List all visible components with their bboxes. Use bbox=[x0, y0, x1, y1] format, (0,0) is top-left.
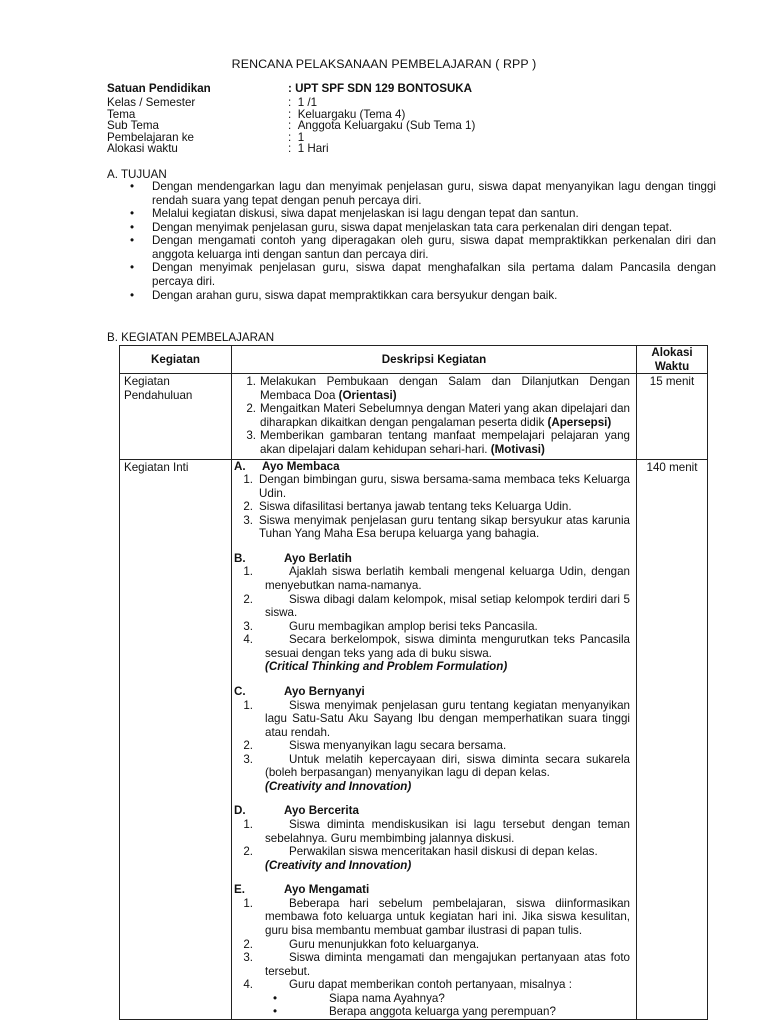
identity-row bbox=[107, 82, 475, 96]
list-item-text: Dengan menyimak penjelasan guru, siswa dapat menghafalkan sila pertama dalam Pancasila dengan percaya diri. bbox=[152, 261, 716, 288]
list-item bbox=[129, 261, 716, 288]
identity-row bbox=[107, 119, 475, 131]
bullet-icon: • bbox=[130, 288, 135, 302]
subsection-heading: Ayo Berlatih bbox=[284, 551, 352, 565]
column-header: Kegiatan bbox=[120, 346, 232, 374]
item-text: Siswa diminta mendiskusikan isi lagu tersebut dengan teman sebelahnya. Guru membimbing jalannya diskusi. bbox=[265, 818, 630, 845]
item-text: Guru membagikan amplop berisi teks Pancasila. bbox=[289, 619, 538, 633]
identity-value: 1 /1 bbox=[297, 96, 318, 109]
item-number: 1. bbox=[243, 818, 253, 831]
section-b-heading: B. KEGIATAN PEMBELAJARAN bbox=[107, 331, 275, 344]
identity-label: Tema bbox=[107, 107, 136, 121]
bullet-icon: • bbox=[130, 207, 135, 221]
list-item bbox=[236, 375, 630, 402]
item-text: Beberapa hari sebelum pembelajaran, siswa diinformasikan membawa foto keluarga untuk kegiatan hari ini. Jika siswa kesulitan, guru bisa membantu membuat gambar ilustrasi di papan tulis. bbox=[265, 896, 630, 937]
identity-sep: : bbox=[288, 107, 292, 121]
item-number: 2. bbox=[243, 845, 253, 859]
item-number: 1. bbox=[243, 896, 253, 910]
list-item-text: Melalui kegiatan diskusi, siwa dapat menjelaskan isi lagu dengan tepat dan santun. bbox=[152, 207, 579, 221]
section-ayo-membaca bbox=[232, 460, 636, 1019]
item-text: Untuk melatih kepercayaan diri, siswa diminta secara sukarela (boleh berpasangan) menyanyikan lagu di depan kelas. bbox=[265, 752, 630, 780]
section-ayo-bercerita bbox=[233, 804, 630, 818]
alokasi-cell: 140 menit bbox=[637, 459, 708, 1019]
list-item-text: Dengan mendengarkan lagu dan menyimak penjelasan guru, siswa dapat menyanyikan lagu dengan tinggi rendah suara yang tepat dengan penuh percaya diri. bbox=[152, 180, 716, 207]
bullet-icon: • bbox=[273, 991, 278, 1005]
subsection-heading: Ayo Mengamati bbox=[284, 883, 370, 897]
subsection-heading: Ayo Bercerita bbox=[284, 804, 359, 818]
item-text: Mengaitkan Materi Sebelumnya dengan Materi yang akan dipelajari dan diharapkan dikaitkan dengan pengalaman peserta didik bbox=[260, 402, 630, 429]
kegiatan-cell: Kegiatan Pendahuluan bbox=[120, 374, 232, 459]
item-text: Siswa menyimak penjelasan guru tentang kegiatan menyanyikan lagu Satu-Satu Aku Sayang Ibu dengan memperhatikan suara tinggi atau rendah. bbox=[265, 698, 630, 739]
question-item bbox=[233, 992, 630, 1006]
kegiatan-cell: Kegiatan Inti bbox=[120, 459, 232, 1019]
subsection-letter: C. bbox=[234, 684, 246, 698]
identity-row bbox=[107, 131, 475, 143]
section-ayo-bernyanyi bbox=[233, 685, 630, 699]
question-text: Berapa anggota keluarga yang perempuan? bbox=[329, 1005, 556, 1019]
item-number: 2. bbox=[243, 937, 253, 951]
deskripsi-cell bbox=[232, 459, 637, 1019]
skill-note: (Critical Thinking and Problem Formulation) bbox=[265, 660, 508, 674]
bullet-icon: • bbox=[130, 220, 135, 234]
item-number: 3. bbox=[243, 619, 253, 633]
item-tag: (Apersepsi) bbox=[547, 415, 612, 429]
item-number: 1. bbox=[243, 698, 253, 712]
column-header: Deskripsi Kegiatan bbox=[232, 346, 637, 374]
item-text: Guru dapat memberikan contoh pertanyaan, misalnya : bbox=[289, 978, 572, 992]
list-item bbox=[129, 207, 716, 221]
item-text: Memberikan gambaran tentang manfaat mempelajari pelajaran yang akan dipelajari dalam kehidupan sehari-hari. bbox=[260, 429, 630, 456]
item-text: Secara berkelompok, siswa diminta mengurutkan teks Pancasila sesuai dengan teks yang ada di buku siswa. bbox=[265, 633, 630, 660]
bullet-icon: • bbox=[273, 1005, 278, 1019]
section-a-heading: A. TUJUAN bbox=[107, 168, 167, 181]
identity-label: Pembelajaran ke bbox=[107, 130, 195, 144]
item-number: 2. bbox=[243, 592, 253, 606]
document-title: RENCANA PELAKSANAAN PEMBELAJARAN ( RPP ) bbox=[231, 57, 537, 71]
identity-row bbox=[107, 142, 475, 154]
list-item bbox=[236, 402, 630, 429]
subsection-heading: Ayo Bernyanyi bbox=[284, 684, 365, 698]
list-item-text: Dengan arahan guru, siswa dapat mempraktikkan cara bersyukur dengan baik. bbox=[152, 288, 558, 302]
list-item bbox=[236, 429, 630, 456]
identity-row bbox=[107, 96, 475, 108]
subsection-letter: B. bbox=[234, 551, 246, 565]
item-text: Ajaklah siswa berlatih kembali mengenal keluarga Udin, dengan menyebutkan nama-namanya. bbox=[265, 565, 630, 592]
identity-sep: : bbox=[288, 142, 292, 156]
section-ayo-berlatih bbox=[233, 552, 630, 566]
skill-note: (Creativity and Innovation) bbox=[265, 779, 412, 793]
bullet-icon: • bbox=[130, 261, 135, 275]
list-item bbox=[129, 289, 716, 303]
subsection-letter: D. bbox=[234, 804, 246, 818]
identity-value: Anggota Keluargaku (Sub Tema 1) bbox=[297, 119, 476, 133]
tujuan-list bbox=[129, 180, 716, 302]
identity-label: Kelas / Semester bbox=[107, 96, 196, 109]
item-number: 2. bbox=[243, 500, 253, 514]
item-text: Siswa difasilitasi bertanya jawab tentang teks Keluarga Udin. bbox=[259, 500, 572, 514]
deskripsi-cell bbox=[232, 374, 637, 459]
item-number: 3. bbox=[243, 951, 253, 965]
identity-label: Alokasi waktu bbox=[107, 142, 178, 156]
item-number: 1. bbox=[243, 473, 253, 487]
item-number: 3. bbox=[243, 513, 253, 527]
item-number: 2. bbox=[243, 739, 253, 753]
item-tag: (Motivasi) bbox=[490, 442, 545, 456]
item-number: 1. bbox=[246, 375, 256, 389]
identity-block bbox=[107, 82, 475, 154]
bullet-icon: • bbox=[130, 234, 135, 248]
item-text: Dengan bimbingan guru, siswa bersama-sama membaca teks Keluarga Udin. bbox=[259, 473, 630, 500]
item-text: Melakukan Pembukaan dengan Salam dan Dilanjutkan Dengan Membaca Doa bbox=[260, 375, 630, 402]
kegiatan-table bbox=[119, 345, 708, 1020]
item-text: Siswa menyimak penjelasan guru tentang sikap bersyukur atas karunia Tuhan Yang Maha Esa berupa keluarga yang bahagia. bbox=[259, 513, 630, 541]
item-text: Siswa menyanyikan lagu secara bersama. bbox=[289, 739, 507, 753]
bullet-icon: • bbox=[130, 180, 135, 193]
section-ayo-mengamati bbox=[233, 883, 630, 897]
table-row bbox=[120, 459, 708, 1019]
skill-note: (Creativity and Innovation) bbox=[265, 858, 412, 872]
pendahuluan-list bbox=[232, 374, 636, 458]
identity-value: 1 Hari bbox=[297, 142, 329, 156]
alokasi-cell: 15 menit bbox=[637, 374, 708, 459]
column-header: Alokasi Waktu bbox=[637, 346, 708, 374]
list-item-text: Dengan mengamati contoh yang diperagakan oleh guru, siswa dapat mempraktikkan perkenalan diri dan anggota keluarga inti dengan santun dan percaya diri. bbox=[152, 234, 716, 261]
subsection-letter: A. bbox=[234, 459, 246, 473]
list-item bbox=[129, 221, 716, 235]
item-number: 4. bbox=[243, 978, 253, 992]
item-number: 3. bbox=[246, 429, 256, 443]
item-number: 2. bbox=[246, 402, 256, 416]
subsection-heading: Ayo Membaca bbox=[262, 459, 340, 473]
table-row bbox=[120, 374, 708, 459]
question-text: Siapa nama Ayahnya? bbox=[329, 991, 445, 1005]
identity-label: Sub Tema bbox=[107, 119, 159, 133]
item-number: 4. bbox=[243, 633, 253, 647]
item-text: Siswa dibagi dalam kelompok, misal setiap kelompok terdiri dari 5 siswa. bbox=[265, 592, 630, 620]
identity-sep: : bbox=[288, 96, 292, 109]
item-text: Perwakilan siswa menceritakan hasil diskusi di depan kelas. bbox=[289, 845, 598, 859]
identity-label: Satuan Pendidikan bbox=[107, 82, 211, 95]
identity-sep: : bbox=[288, 82, 292, 95]
identity-value: Keluargaku (Tema 4) bbox=[297, 107, 406, 121]
item-text: Guru menunjukkan foto keluarganya. bbox=[289, 937, 480, 951]
list-item bbox=[129, 234, 716, 261]
identity-row bbox=[107, 108, 475, 120]
item-tag: (Orientasi) bbox=[338, 388, 397, 402]
list-item bbox=[129, 180, 716, 207]
identity-sep: : bbox=[288, 130, 292, 144]
identity-value: 1 bbox=[297, 130, 305, 144]
identity-sep: : bbox=[288, 119, 292, 133]
question-item bbox=[233, 1005, 630, 1019]
table-header-row bbox=[120, 346, 708, 374]
item-text: Siswa diminta mengamati dan mengajukan pertanyaan atas foto tersebut. bbox=[265, 951, 630, 978]
subsection-letter: E. bbox=[234, 883, 245, 897]
item-number: 3. bbox=[243, 752, 253, 766]
list-item-text: Dengan menyimak penjelasan guru, siswa dapat menjelaskan tata cara perkenalan diri dengan tepat. bbox=[152, 220, 673, 234]
identity-value: UPT SPF SDN 129 BONTOSUKA bbox=[295, 82, 473, 95]
item-number: 1. bbox=[243, 565, 253, 579]
